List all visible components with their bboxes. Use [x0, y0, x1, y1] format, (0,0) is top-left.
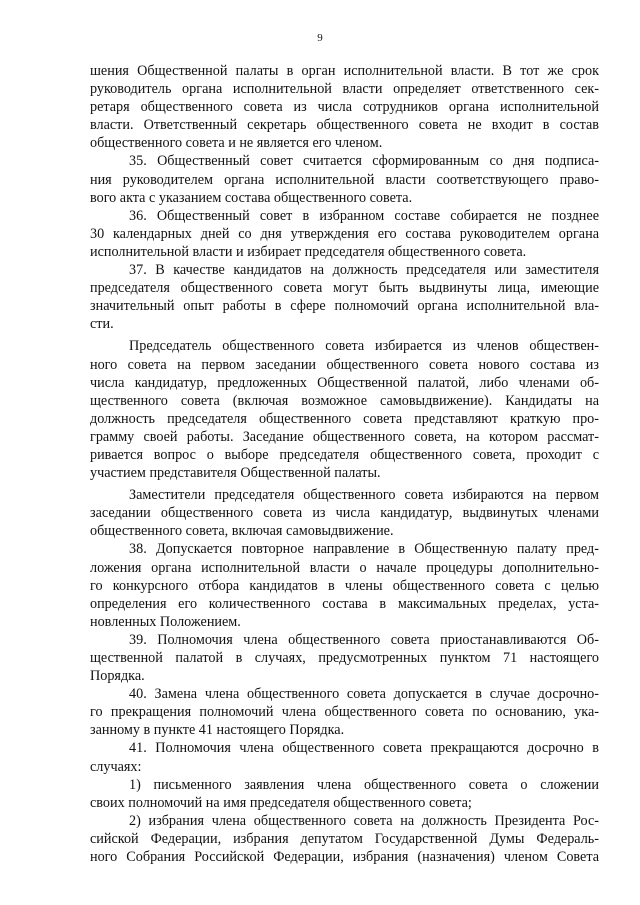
- text-line: Порядка.: [90, 668, 145, 685]
- text-line: определения его количественного состава в максимальных пределах, уста-: [90, 595, 599, 612]
- text-line: 38. Допускается повторное направление в Общественную палату пред-: [129, 541, 599, 558]
- text-line: ного Собрания Российской Федерации, избрания (назначения) членом Совета: [90, 849, 599, 866]
- text-line: 35. Общественный совет считается сформированным со дня подписа-: [129, 153, 599, 170]
- text-line: заседании общественного совета из числа кандидатур, выдвинутых членами: [90, 505, 599, 522]
- text-line: 1) письменного заявления члена общественного совета о сложении: [129, 776, 599, 793]
- text-line: щественной палатой в случаях, предусмотренных пунктом 71 настоящего: [90, 650, 599, 666]
- text-line: го прекращения полномочий члена общественного совета по основанию, ука-: [90, 704, 599, 721]
- text-line: сийской Федерации, избрания депутатом Государственной Думы Федераль-: [90, 830, 599, 847]
- text-line: руководитель органа исполнительной власти определяет ответственного сек-: [90, 81, 599, 98]
- text-line: грамму своей работы. Заседание общественного совета, на котором рассмат-: [90, 428, 599, 445]
- text-line: вого акта с указанием состава общественного совета.: [90, 189, 413, 206]
- text-line: 30 календарных дней со дня утверждения его состава руководителем органа: [90, 225, 599, 242]
- text-line: значительный опыт работы в сфере полномочий органа исполнительной вла-: [90, 298, 599, 315]
- text-line: власти. Ответственный секретарь общественного совета не входит в состав: [90, 117, 599, 134]
- text-line: Заместители председателя общественного совета избираются на первом: [129, 487, 599, 504]
- text-line: числа кандидатур, предложенных Общественной палатой, либо членами об-: [90, 374, 599, 391]
- text-line: ложения органа исполнительной власти о начале процедуры дополнительно-: [90, 559, 599, 576]
- document-body-text: [90, 62, 599, 866]
- text-line: общественного совета и не является его членом.: [90, 135, 383, 152]
- page-number: 9: [317, 32, 323, 44]
- text-line: председателя общественного совета могут быть выдвинуты лица, имеющие: [90, 280, 599, 297]
- text-line: случаях:: [90, 758, 142, 775]
- text-line: сти.: [90, 316, 114, 333]
- text-line: должность председателя общественного совета представляют краткую про-: [90, 410, 599, 427]
- text-line: 37. В качестве кандидатов на должность председателя или заместителя: [129, 262, 599, 279]
- text-line: ного совета на первом заседании общественного совета нового состава из: [90, 356, 599, 373]
- text-line: участием представителя Общественной палаты.: [90, 465, 381, 482]
- text-line: 41. Полномочия члена общественного совета прекращаются досрочно в: [129, 740, 599, 757]
- text-line: занному в пункте 41 настоящего Порядка.: [90, 722, 345, 739]
- text-line: 36. Общественный совет в избранном составе собирается не позднее: [129, 207, 599, 224]
- text-line: Председатель общественного совета избирается из членов обществен-: [129, 338, 599, 355]
- text-line: ния руководителем органа исполнительной власти соответствующего право-: [90, 171, 599, 188]
- text-line: шения Общественной палаты в орган исполнительной власти. В тот же срок: [90, 63, 599, 79]
- text-line: го конкурсного отбора кандидатов в члены общественного совета с целью: [90, 577, 599, 594]
- text-line: своих полномочий на имя председателя общественного совета;: [90, 794, 472, 811]
- text-line: щественного совета (включая возможное самовыдвижение). Кандидаты на: [90, 392, 599, 409]
- text-line: ривается вопрос о выборе председателя общественного совета, проходит с: [90, 446, 599, 463]
- text-line: 39. Полномочия члена общественного совета приостанавливаются Об-: [129, 631, 599, 648]
- text-line: исполнительной власти и избирает председателя общественного совета.: [90, 243, 527, 260]
- text-line: общественного совета, включая самовыдвижение.: [90, 523, 394, 540]
- text-line: новленных Положением.: [90, 613, 241, 630]
- text-line: 40. Замена члена общественного совета допускается в случае досрочно-: [129, 686, 599, 703]
- text-line: 2) избрания члена общественного совета на должность Президента Рос-: [129, 812, 599, 829]
- text-line: ретаря общественного совета из числа сотрудников органа исполнительной: [90, 99, 599, 116]
